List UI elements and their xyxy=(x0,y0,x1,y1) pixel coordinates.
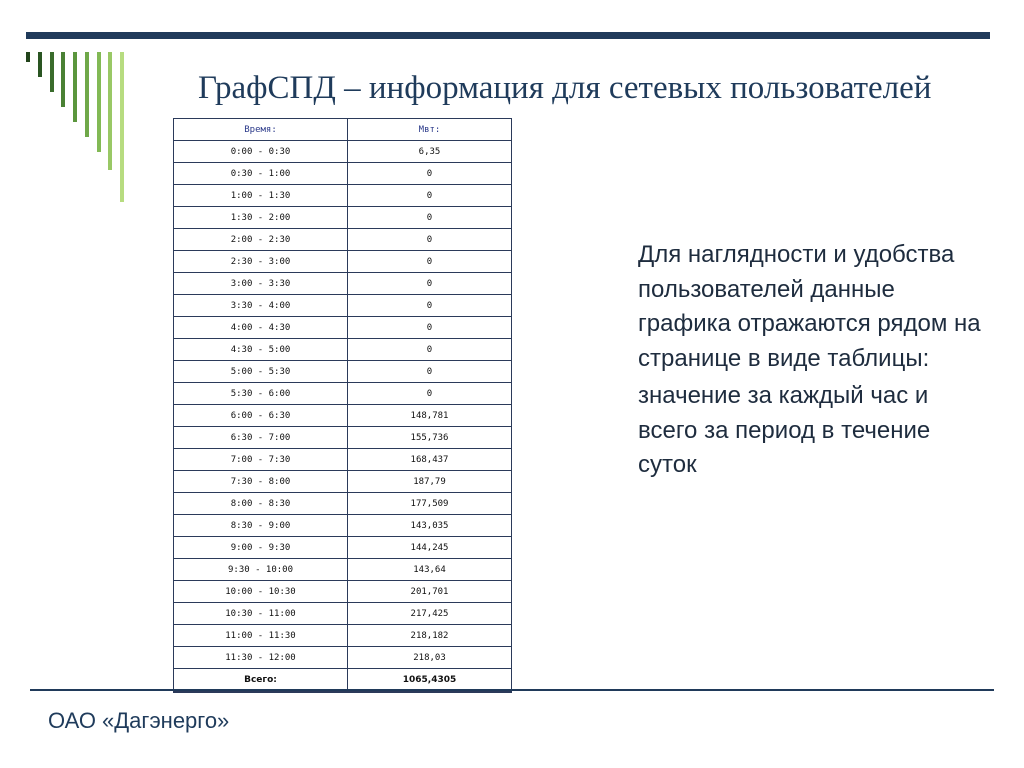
mw-cell: 0 xyxy=(348,317,512,339)
bottom-divider xyxy=(30,689,994,691)
time-cell: 10:30 - 11:00 xyxy=(174,603,348,625)
table-row xyxy=(174,273,512,295)
description-text xyxy=(638,238,983,483)
stripe xyxy=(97,52,101,152)
time-cell: 1:30 - 2:00 xyxy=(174,207,348,229)
time-cell: 6:30 - 7:00 xyxy=(174,427,348,449)
stripe xyxy=(38,52,42,77)
time-cell: 7:00 - 7:30 xyxy=(174,449,348,471)
table-row xyxy=(174,251,512,273)
time-cell: 11:00 - 11:30 xyxy=(174,625,348,647)
table-row xyxy=(174,339,512,361)
table-row xyxy=(174,537,512,559)
mw-cell: 218,03 xyxy=(348,647,512,669)
description-paragraph-1: Для наглядности и удобства пользователей данные графика отражаются рядом на странице в виде таблицы: xyxy=(638,241,981,372)
mw-cell: 0 xyxy=(348,339,512,361)
table-row xyxy=(174,317,512,339)
table-row xyxy=(174,383,512,405)
mw-cell: 0 xyxy=(348,185,512,207)
mw-cell: 217,425 xyxy=(348,603,512,625)
table-row xyxy=(174,207,512,229)
table-row xyxy=(174,405,512,427)
table-row xyxy=(174,625,512,647)
mw-cell: 0 xyxy=(348,383,512,405)
table-row xyxy=(174,427,512,449)
time-cell: 10:00 - 10:30 xyxy=(174,581,348,603)
time-cell: 11:30 - 12:00 xyxy=(174,647,348,669)
description-paragraph-2: значение за каждый час и всего за период в течение суток xyxy=(638,382,931,478)
time-cell: 2:00 - 2:30 xyxy=(174,229,348,251)
stripe xyxy=(26,52,30,62)
mw-cell: 0 xyxy=(348,207,512,229)
table-row xyxy=(174,647,512,669)
mw-cell: 0 xyxy=(348,163,512,185)
footer-company: ОАО «Дагэнерго» xyxy=(48,708,230,733)
time-cell: 8:30 - 9:00 xyxy=(174,515,348,537)
mw-cell: 143,64 xyxy=(348,559,512,581)
total-label: Всего: xyxy=(174,669,348,692)
mw-cell: 218,182 xyxy=(348,625,512,647)
table-row xyxy=(174,141,512,163)
time-cell: 1:00 - 1:30 xyxy=(174,185,348,207)
slide-title: ГрафСПД – информация для сетевых пользователей xyxy=(198,70,932,106)
time-cell: 6:00 - 6:30 xyxy=(174,405,348,427)
table-header-row xyxy=(174,119,512,141)
stripe xyxy=(61,52,65,107)
mw-cell: 144,245 xyxy=(348,537,512,559)
mw-cell: 143,035 xyxy=(348,515,512,537)
mw-cell: 0 xyxy=(348,251,512,273)
stripe xyxy=(120,52,124,202)
table-row xyxy=(174,163,512,185)
column-header-time: Время: xyxy=(174,119,348,141)
mw-cell: 168,437 xyxy=(348,449,512,471)
time-cell: 5:00 - 5:30 xyxy=(174,361,348,383)
mw-cell: 177,509 xyxy=(348,493,512,515)
mw-cell: 6,35 xyxy=(348,141,512,163)
table-row xyxy=(174,295,512,317)
table-body xyxy=(174,141,512,669)
stripe xyxy=(85,52,89,137)
table-row xyxy=(174,559,512,581)
table-row xyxy=(174,493,512,515)
stripe xyxy=(50,52,54,92)
stripe xyxy=(108,52,112,170)
time-cell: 4:30 - 5:00 xyxy=(174,339,348,361)
mw-cell: 0 xyxy=(348,273,512,295)
mw-cell: 0 xyxy=(348,229,512,251)
table-row xyxy=(174,361,512,383)
column-header-mw: Мвт: xyxy=(348,119,512,141)
time-cell: 2:30 - 3:00 xyxy=(174,251,348,273)
table-row xyxy=(174,603,512,625)
top-divider xyxy=(26,32,990,39)
time-cell: 9:30 - 10:00 xyxy=(174,559,348,581)
table-row xyxy=(174,581,512,603)
mw-cell: 0 xyxy=(348,295,512,317)
time-cell: 3:30 - 4:00 xyxy=(174,295,348,317)
time-cell: 8:00 - 8:30 xyxy=(174,493,348,515)
time-cell: 7:30 - 8:00 xyxy=(174,471,348,493)
time-cell: 4:00 - 4:30 xyxy=(174,317,348,339)
mw-cell: 148,781 xyxy=(348,405,512,427)
mw-cell: 0 xyxy=(348,361,512,383)
total-value: 1065,4305 xyxy=(348,669,512,692)
table-row xyxy=(174,449,512,471)
time-cell: 3:00 - 3:30 xyxy=(174,273,348,295)
table-row xyxy=(174,471,512,493)
time-cell: 9:00 - 9:30 xyxy=(174,537,348,559)
table-row xyxy=(174,515,512,537)
time-cell: 0:30 - 1:00 xyxy=(174,163,348,185)
time-cell: 5:30 - 6:00 xyxy=(174,383,348,405)
mw-cell: 187,79 xyxy=(348,471,512,493)
mw-cell: 201,701 xyxy=(348,581,512,603)
time-cell: 0:00 - 0:30 xyxy=(174,141,348,163)
table-row xyxy=(174,229,512,251)
mw-cell: 155,736 xyxy=(348,427,512,449)
stripe xyxy=(73,52,77,122)
table-row xyxy=(174,185,512,207)
schedule-table xyxy=(173,118,512,693)
